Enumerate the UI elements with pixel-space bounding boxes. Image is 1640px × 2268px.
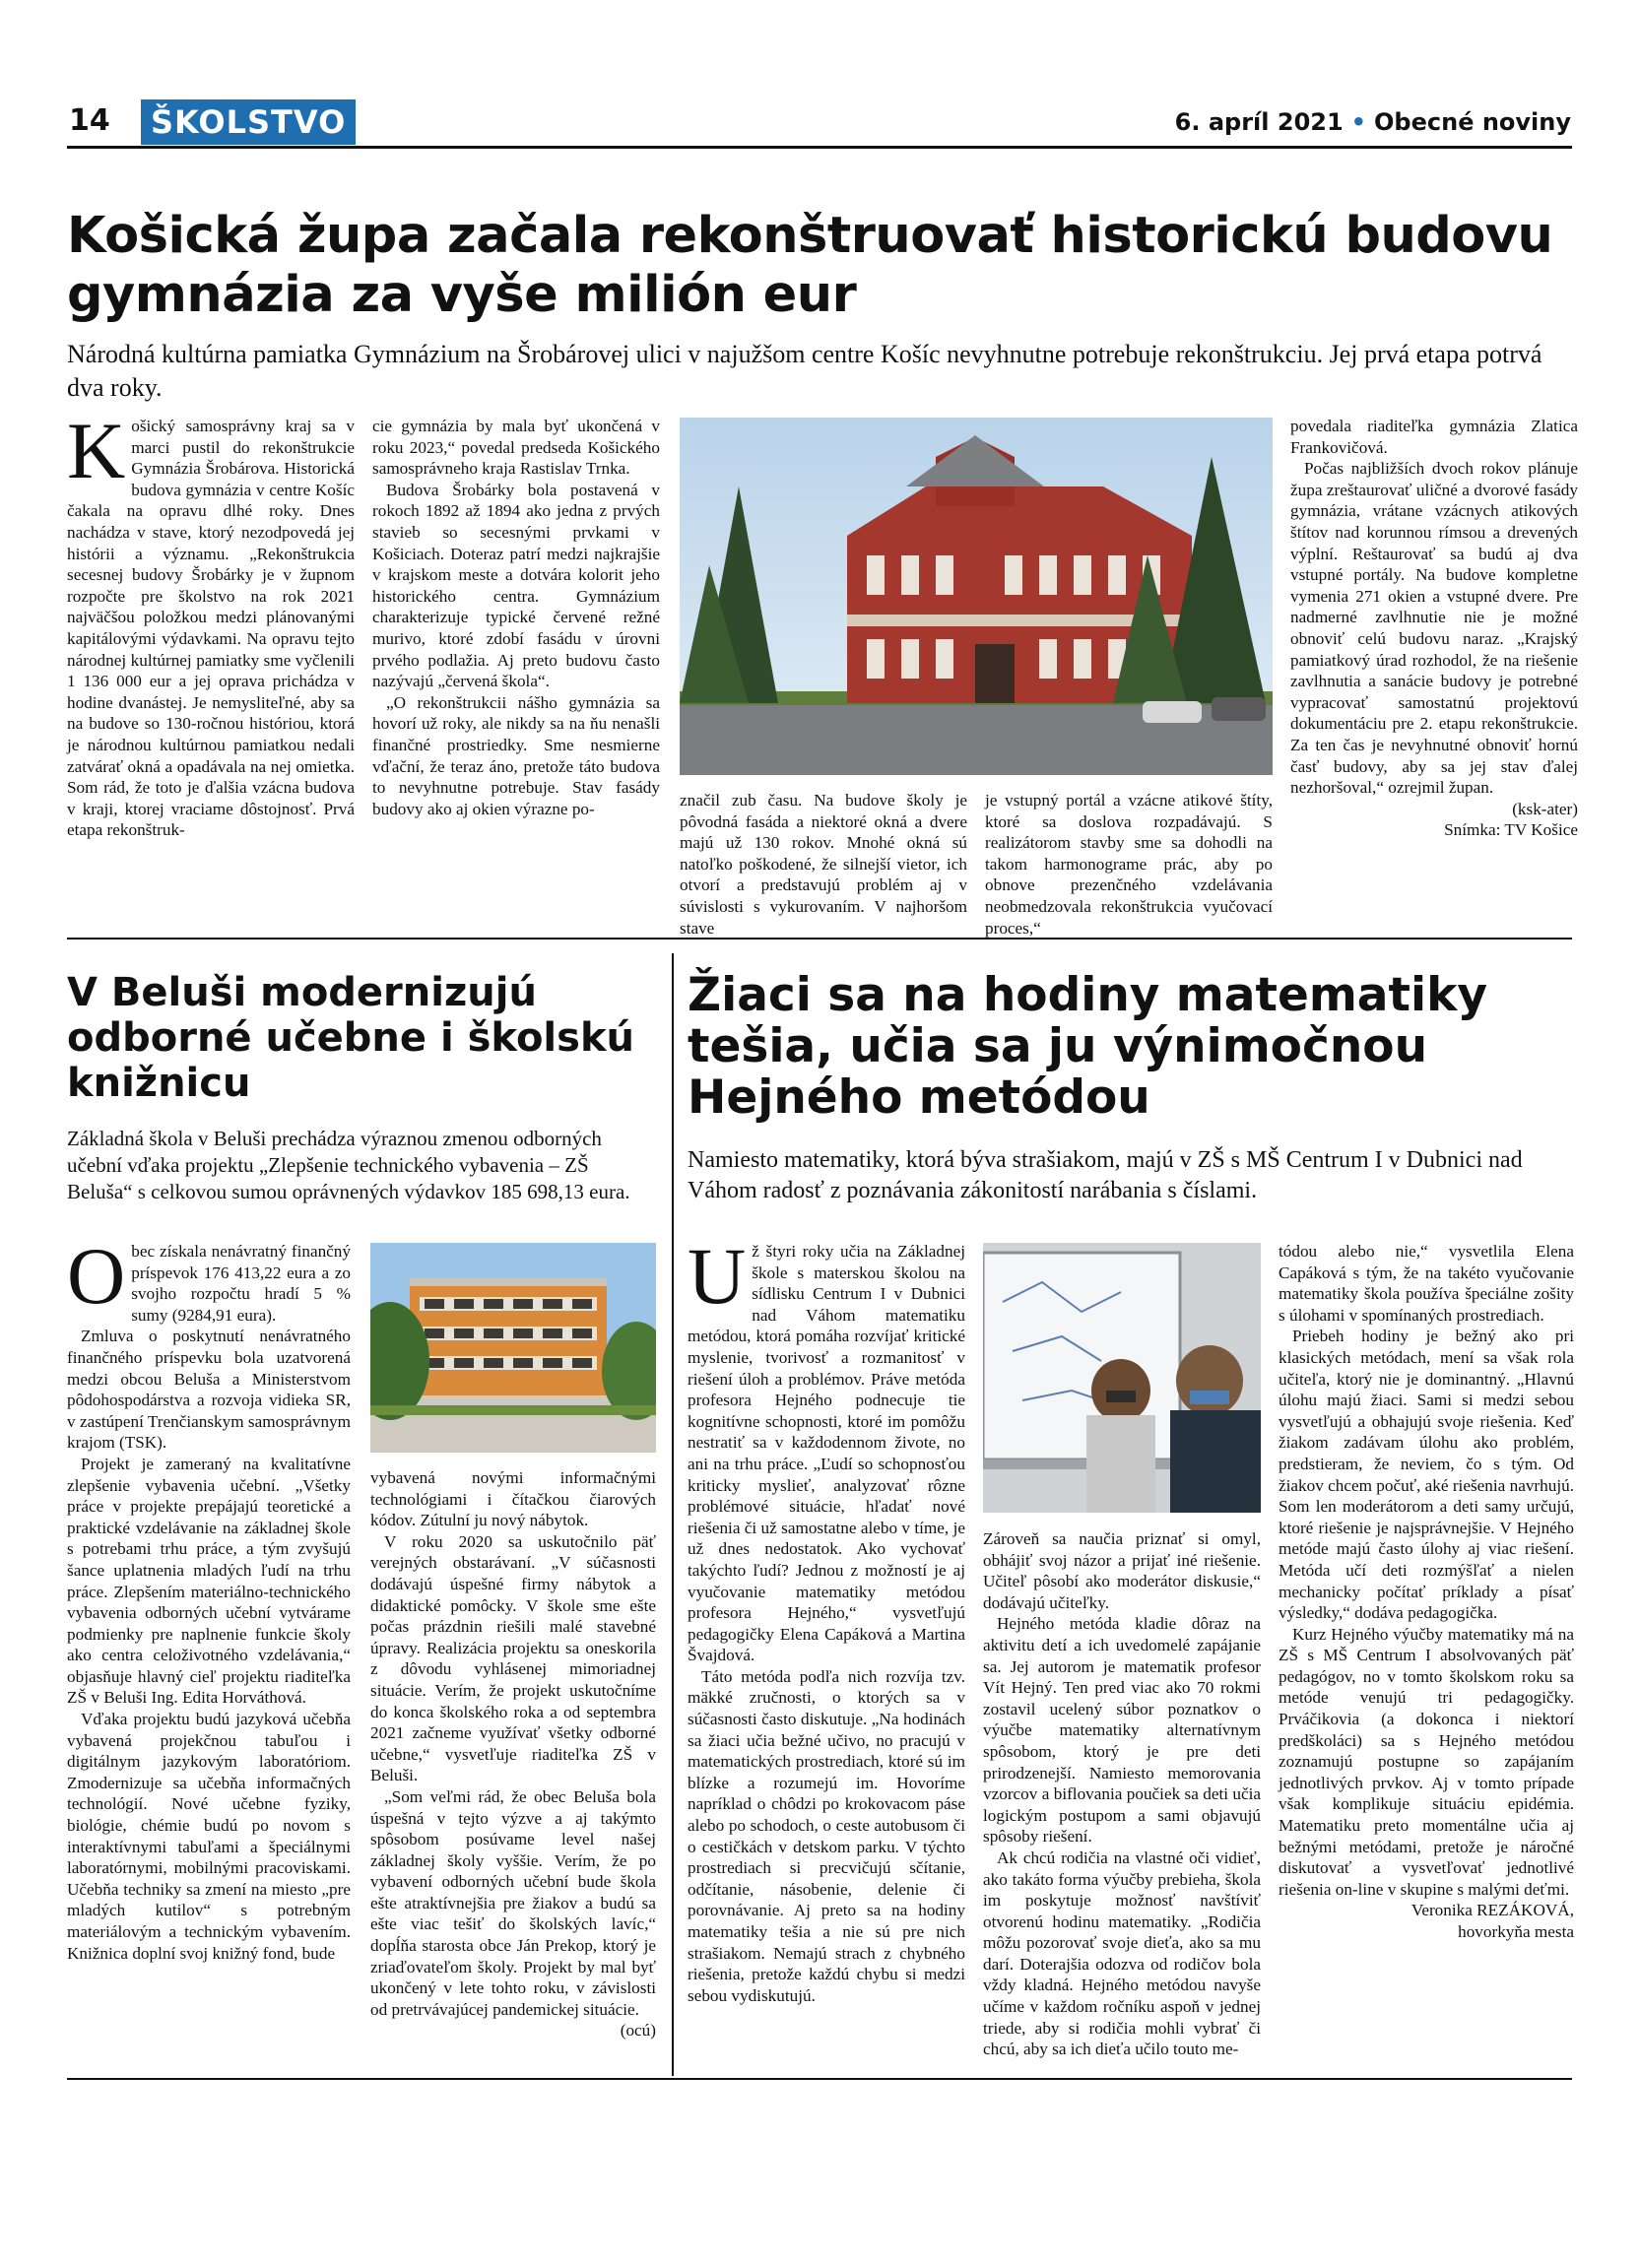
article1-col3	[680, 790, 967, 939]
article1-paragraph: ošický samosprávny kraj sa v marci pustil do rekonštrukcie Gymnázia Šrobárova. Historická budova gymnázia v centre Košíc čakala na opravu dlhé roky. Dnes nachádza v stave, ktorý nezodpovedá jej histórii a významu. „Rekonštrukcia secesnej budovy Šrobárky je v župnom rozpočte pre školstvo na rok 2021 najväčšou položkou medzi plánovanými kapitálovými výdavkami. Na opravu tejto národnej kultúrnej pamiatky sme vyčlenili 1 136 000 eur a jej oprava prichádza v hodine dvanástej. Je nemysliteľné, aby sa na budove so 130-ročnou históriou, ktorá je národnou kultúrnou pamiatkou nedali zatvárať okná a opadávala na nej omietka. Som rád, že toto je ďalšia vzácna budova v kraji, ktorej vraciame dôstojnosť. Prvá etapa rekonštruk-	[67, 417, 355, 840]
article3-author-name: Veronika REZÁKOVÁ,	[1410, 1901, 1574, 1920]
section-divider	[67, 938, 1572, 940]
column-divider	[672, 953, 674, 2076]
article3-dropcap: U	[688, 1231, 747, 1321]
school-building-photo	[370, 1243, 656, 1453]
gymnasium-photo-drawing	[680, 418, 1273, 775]
article1-col2	[372, 416, 660, 819]
article2-col2	[370, 1467, 656, 2041]
article3-col1	[688, 1231, 965, 2006]
school-photo-drawing	[370, 1243, 656, 1453]
article1-author: (ksk-ater)	[1512, 799, 1578, 818]
article3-paragraph: Kurz Hejného výučby matematiky má na ZŠ s MŠ Centrum I absolvovaných päť pedagógov, no v tomto školskom roku sa metóde venujú tri pedagogičky. Prváčikovia (a dokonca i niektorí predškoláci) sa s Hejného metódou zoznamujú postupne so zapájaním jednotlivých prvkov. Aj v tomto prípade však komplikuje situáciu epidémia. Matematiku preto momentálne učia aj bežnými metódami, pretože je náročné diskutovať a vysvetľovať jednotlivé riešenia on-line v skupine s malými deťmi.	[1279, 1624, 1574, 1899]
footer-rule	[67, 2078, 1572, 2080]
article2-paragraph: „Som veľmi rád, že obec Beluša bola úspešná v tejto výzve a aj takýmto spôsobom posúvame level našej základnej školy vyššie. Verím, že po vybavení odborných učební bude škola ešte atraktívnejšia pre žiakov a budú sa ešte viac tešiť do školských lavíc,“ dopĺňa starosta obce Ján Prekop, ktorý je zriaďovateľom školy. Projekt by mal byť ukončený v lete tohto roku, v závislosti od pretrvávajúcej pandemickej situácie.	[370, 1786, 656, 2019]
article3-author-role: hovorkyňa mesta	[1458, 1922, 1574, 1941]
classroom-photo-drawing	[983, 1243, 1261, 1513]
article3-lead: Namiesto matematiky, ktorá býva strašiakom, majú v ZŠ s MŠ Centrum I v Dubnici nad Váhom radosť z poznávania zákonitostí narábania s číslami.	[688, 1147, 1523, 1203]
article1-title: Košická župa začala rekonštruovať historickú budovu gymnázia za vyše milión eur	[67, 207, 1553, 324]
article1-dropcap: K	[67, 406, 126, 495]
article3-paragraph: ž štyri roky učia na Základnej škole s materskou školou na sídlisku Centrum I v Dubnici nad Váhom matematiku metódou, ktorá pomáha rozvíjať kritické myslenie, tvorivosť a rozmanitosť v riešení úloh a problémov. Práve metóda profesora Hejného podnecuje tie kognitívne schopnosti, ktoré im pomôžu nestratiť sa v každodennom živote, no ani na trhu práce. „Ľudí so schopnosťou kriticky myslieť, analyzovať rôzne problémové situácie, hľadať nové riešenia či už samostatne alebo v tíme, je už dnes nedostatok. Ako vychovať takýchto ľudí? Jednou z možností je aj vyučovanie matematiky metódou profesora Hejného,“ vysvetľujú pedagogičky Elena Capáková a Martina Švajdová.	[688, 1242, 965, 1665]
page-number: 14	[69, 103, 110, 138]
gymnasium-building-photo	[680, 418, 1273, 775]
publication-name: Obecné noviny	[1374, 108, 1571, 136]
classroom-whiteboard-photo	[983, 1243, 1261, 1513]
article2-paragraph: bec získala nenávratný finančný príspevok 176 413,22 eura a zo svojho rozpočtu hradí 5 % sumy (9284,91 eura).	[131, 1242, 351, 1325]
article3-paragraph: Ak chcú rodičia na vlastné oči vidieť, ako takáto forma výučby prebieha, škola im poskytuje možnosť navštíviť otvorenú hodinu matematiky. „Rodičia môžu pozorovať svoje dieťa, ako sa mu darí. Doterajšia odozva od rodičov bola vždy kladná. Hejného metódou navyše učíme v každom ročníku aspoň v jednej triede, aby si rodičia mohli vybrať či chcú, aby sa ich dieťa učilo touto me-	[983, 1847, 1261, 2059]
header-rule	[67, 146, 1572, 149]
article1-col5	[1290, 416, 1578, 841]
article2-dropcap: O	[67, 1231, 126, 1321]
issue-info	[1175, 108, 1571, 136]
article2-paragraph: vybavená novými informačnými technológiami i čítačkou čiarových kódov. Zútulní ju nový nábytok.	[370, 1468, 656, 1530]
issue-date: 6. apríl 2021	[1174, 108, 1344, 136]
article3-paragraph: Hejného metóda kladie dôraz na aktivitu detí a ich uvedomelé zapájanie sa. Jej autorom je matematik profesor Vít Hejný. Ten pred viac ako 70 rokmi zostavil ucelený súbor poznatkov o výučbe matematiky alternatívnym spôsobom, ktorý je pre deti prirodzenejší. Namiesto memorovania vzorcov a biflovania poučiek sa deti učia logickým postupom a sami objavujú spôsoby riešení.	[983, 1614, 1261, 1847]
article3-paragraph: Priebeh hodiny je bežný ako pri klasických metódach, mení sa však rola učiteľa, ktorý nie je dominantný. „Hlavnú úlohu majú žiaci. Sami si medzi sebou vysvetľujú a obhajujú svoje riešenia. Keď žiakom zadávam úlohu ako problém, predstieram, že neviem, čo s tým. Od žiakov chcem počuť, aké riešenia navrhujú. Som len moderátorom a deti samy určujú, ktoré riešenie je najsprávnejšie. V Hejného metóde majú často úlohy aj viac riešení. Metóda učí deti rozmýšľať a nielen mechanicky počítať príklady a písať výsledky,“ dodáva pedagogička.	[1279, 1327, 1574, 1623]
article1-paragraph: cie gymnázia by mala byť ukončená v roku 2023,“ povedal predseda Košického samosprávneho kraja Rastislav Trnka.	[372, 417, 660, 479]
article2-paragraph: V roku 2020 sa uskutočnilo päť verejných obstarávaní. „V súčasnosti dodávajú úspešné firmy nábytok a didaktické pomôcky. V škole sme ešte počas prázdnin riešili malé stavebné úpravy. Realizácia projektu sa oneskorila z dôvodu vyhlásenej mimoriadnej situácie. Verím, že projekt uskutočníme do konca školského roka a od septembra 2021 začneme využívať všetky odborné učebne,“ vysvetľuje riaditeľka ZŠ v Beluši.	[370, 1531, 656, 1785]
article1-paragraph: Počas najbližších dvoch rokov plánuje župa zreštaurovať uličné a dvorové fasády gymnázia, vrátane vzácnych atikových štítov nad korunnou rímsou a drevených výplní. Reštaurovať sa budú aj dva vstupné portály. Na budove kompletne vymenia 271 okien a vstupné dvere. Pre nadmerné zavlhnutie nie je možné obnoviť celú budovu naraz. „Krajský pamiatkový úrad rozhodol, že na riešenie zavlhnutia a sanácie budovy je potrebné vypracovať samostatnú projektovú dokumentáciu pre 2. etapu rekonštrukcie. Za ten čas je nevyhnutné obnoviť hornú časť budovy, aby sa jej stav ďalej nezhoršoval,“ ozrejmil župan.	[1290, 459, 1578, 798]
article3-title: Žiaci sa na hodiny matematiky tešia, učia sa ju výnimočnou Hejného metódou	[688, 968, 1487, 1125]
article1-col4	[985, 790, 1273, 939]
article1-col1	[67, 406, 355, 841]
article3-paragraph: tódou alebo nie,“ vysvetlila Elena Capáková s tým, že na takéto vyučovanie matematiky škola používa špeciálne zošity s úlohami v spomínaných prostrediach.	[1279, 1242, 1574, 1325]
article2-title: V Beluši modernizujú odborné učebne i školskú knižnicu	[67, 970, 635, 1106]
article3-col3	[1279, 1241, 1574, 1943]
article1-paragraph: „O rekonštrukcii nášho gymnázia sa hovorí už roky, ale nikdy sa na ňu nenašli finančné prostriedky. Sme nesmierne vďační, že teraz áno, pretože táto budova to nevyhnutne potrebuje. Stav fasády budovy ako aj okien výrazne po-	[372, 692, 660, 818]
article1-photo-credit: Snímka: TV Košice	[1444, 820, 1578, 840]
article1-lead: Národná kultúrna pamiatka Gymnázium na Šrobárovej ulici v najužšom centre Košíc nevyhnutne potrebuje rekonštrukciu. Jej prvá etapa potrvá dva roky.	[67, 340, 1542, 402]
header-separator: •	[1350, 108, 1367, 136]
article1-paragraph: Budova Šrobárky bola postavená v rokoch 1892 až 1894 ako jedna z prvých stavieb so secesnými prvkami v Košiciach. Doteraz patrí medzi najkrajšie v krajskom meste a dotvára kolorit jeho historického centra. Gymnázium charakterizuje typické červené režné murivo, ktoré zdobí fasádu v úrovni prvého podlažia. Aj preto budovu často nazývajú „červená škola“.	[372, 480, 660, 691]
section-tag: ŠKOLSTVO	[141, 99, 356, 145]
article1-paragraph: povedala riaditeľka gymnázia Zlatica Frankovičová.	[1290, 417, 1578, 457]
article1-paragraph: je vstupný portál a vzácne atikové štíty, ktoré sa doslova rozpadávajú. S realizátorom stavby sme sa dohodli na takom harmonograme prác, aby po obnove prezenčného vzdelávania neobmedzovala rekonštrukcia vyučovací proces,“	[985, 791, 1273, 938]
article2-paragraph: Projekt je zameraný na kvalitatívne zlepšenie vybavenia učební. „Všetky práce v projekte prepájajú teoretické a praktické vzdelávanie na základnej škole s potrebami trhu práce, a tým zvyšujú šance uplatnenia mladých ľudí na trhu práce. Zlepšením materiálno-technického vybavenia odborných učební vytvárame podmienky pre naplnenie funkcie školy ako centra celoživotného vzdelávania,“ objasňuje hlavný cieľ projektu riaditeľka ZŠ v Beluši Ing. Edita Horváthová.	[67, 1454, 351, 1708]
article2-paragraph: Vďaka projektu budú jazyková učebňa vybavená projekčnou tabuľou i digitálnym jazykovým laboratóriom. Zmodernizuje sa učebňa informačných technológií. Nové učebne fyziky, biológie, chémie budú po novom s interaktívnymi tabuľami a špeciálnymi laboratórnymi, mobilnými pracoviskami. Učebňa techniky sa zmení na miesto „pre mladých kutilov“ s potrebným materiálovým a technickým vybavením. Knižnica doplní svoj knižný fond, bude	[67, 1710, 351, 1963]
article3-paragraph: Táto metóda podľa nich rozvíja tzv. mäkké zručnosti, o ktorých sa v súčasnosti často diskutuje. „Na hodinách sa žiaci učia bežné učivo, no pracujú v matematických prostrediach, ktoré sú im blízke a rozumejú im. Hovoríme napríklad o chôdzi po krokovacom páse alebo po schodoch, o ceste autobusom či o cestičkách v detskom parku. V týchto prostrediach si precvičujú sčítanie, odčítanie, násobenie, delenie či porovnávanie. Aj preto sa na hodiny matematiky tešia a nie sú pre nich strašiakom. Nemajú strach z chybného riešenia, pretože každú chybu si medzi sebou vydiskutujú.	[688, 1666, 965, 2005]
article3-col2	[983, 1528, 1261, 2060]
article2-author: (ocú)	[620, 2021, 656, 2041]
article3-paragraph: Zároveň sa naučia priznať si omyl, obhájiť svoj názor a prijať iné riešenie. Učiteľ pôsobí ako moderátor diskusie,“ dodávajú učiteľky.	[983, 1529, 1261, 1612]
article1-paragraph: značil zub času. Na budove školy je pôvodná fasáda a niektoré okná a dvere majú už 130 rokov. Mnohé okná sú natoľko poškodené, že silnejší vietor, ich otvorí a predstavujú problém aj v súvislosti s vykurovaním. V najhoršom stave	[680, 791, 967, 938]
article2-col1	[67, 1231, 351, 1964]
article2-paragraph: Zmluva o poskytnutí nenávratného finančného príspevku bola uzatvorená medzi obcou Beluša a Ministerstvom pôdohospodárstva a rozvoja vidieka SR, v zastúpení Trenčianskym samosprávnym krajom (TSK).	[67, 1327, 351, 1453]
article2-lead: Základná škola v Beluši prechádza výraznou zmenou odborných učební vďaka projektu „Zlepšenie technického vybavenia – ZŠ Beluša“ s celkovou sumou oprávnených výdavkov 185 698,13 eura.	[67, 1127, 630, 1203]
